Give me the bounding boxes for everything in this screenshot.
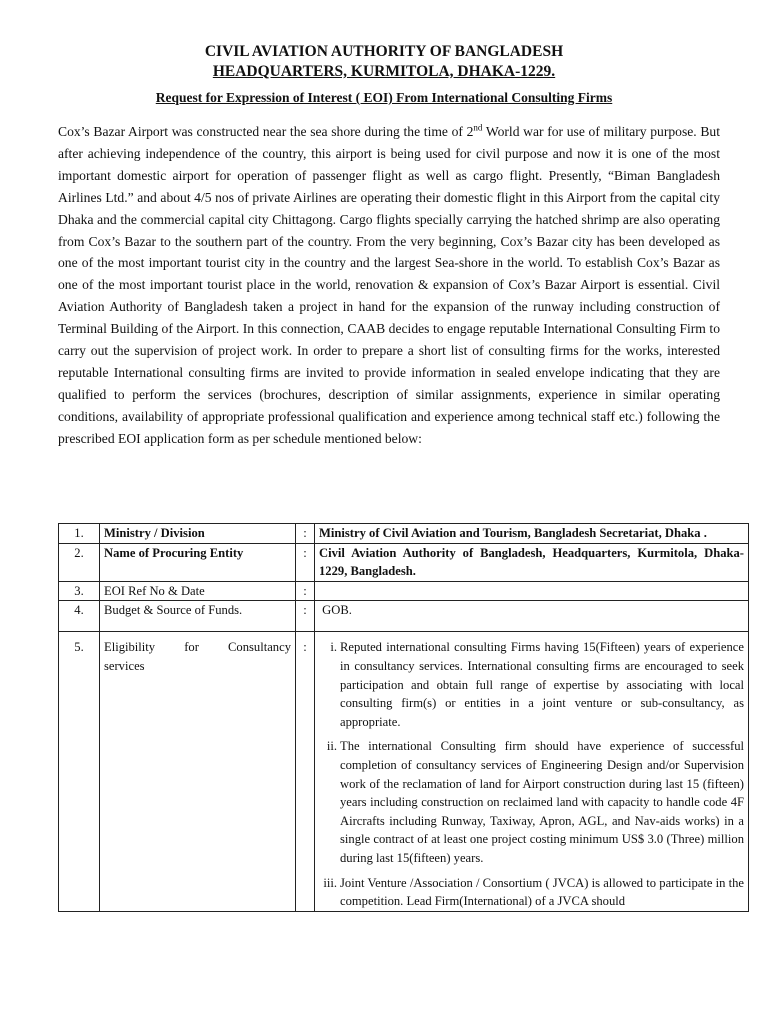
row-colon: : — [296, 632, 315, 911]
row-label: Name of Procuring Entity — [100, 543, 296, 581]
row-label-eligibility — [100, 632, 296, 911]
eligibility-criteria — [315, 632, 749, 911]
authority-title: CIVIL AVIATION AUTHORITY OF BANGLADESH — [204, 43, 564, 60]
eligibility-list — [319, 638, 744, 910]
authority-address-text: HEADQUARTERS, KURMITOLA, DHAKA-1229. — [212, 63, 556, 80]
eoi-schedule-table — [58, 523, 749, 912]
intro-paragraph — [58, 121, 720, 450]
list-item — [319, 737, 744, 867]
table-row — [59, 632, 749, 911]
row-colon: : — [296, 543, 315, 581]
table-row — [59, 581, 749, 601]
row-value — [315, 581, 749, 601]
row-number: 3. — [59, 581, 100, 601]
list-item-text: Reputed international consulting Firms having 15(Fifteen) years of experience in consultancy services. International consulting firms are encouraged to seek participation and obtain full range of expertise by associating with local consulting firm(s) or entities in a joint venture or sub-consultancy, as appropriate. — [340, 640, 744, 729]
row-number: 5. — [59, 632, 100, 911]
row-value: Civil Aviation Authority of Bangladesh, Headquarters, Kurmitola, Dhaka-1229, Bangladesh. — [315, 543, 749, 581]
row-colon: : — [296, 581, 315, 601]
intro-superscript: nd — [473, 122, 483, 133]
list-item-text: Joint Venture /Association / Consortium ( JVCA) is allowed to participate in the competition. Lead Firm(International) of a JVCA should — [340, 875, 744, 909]
list-item — [319, 874, 744, 911]
eoi-subtitle-text: Request for Expression of Interest ( EOI) From International Consulting Firms — [155, 90, 613, 105]
table-row — [59, 524, 749, 544]
intro-part1: Cox’s Bazar Airport was constructed near the sea shore during the time of 2 — [58, 124, 474, 139]
table-row — [59, 543, 749, 581]
eligibility-label-line2: services — [104, 658, 145, 673]
row-number: 1. — [59, 524, 100, 544]
list-item — [319, 638, 744, 731]
row-value: GOB. — [315, 601, 749, 632]
row-value: Ministry of Civil Aviation and Tourism, Bangladesh Secretariat, Dhaka . — [315, 524, 749, 544]
eligibility-label-line1: Eligibility for Consultancy — [104, 640, 291, 655]
list-item-number: iii. — [323, 875, 337, 890]
row-number: 2. — [59, 543, 100, 581]
intro-part2: World war for use of military purpose. But after achieving independence of the country, this airport is being used for civil purpose and now it is one of the most important domestic airport for operation of passenger flight as well as cargo flight. Presently, “Biman Bangladesh Airlines Ltd.” and about 4/5 nos of private Airlines are operating their domestic flight in this Airport from the capital city Dhaka and the commercial capital city Chittagong. Cargo flights specially carrying the hatched shrimp are also operating from Cox’s Bazar to the southern part of the country. From the very beginning, Cox’s Bazar city has been developed as one of the most important tourist city in the country and the largest Sea-shore in the world. To establish Cox’s Bazar as one of the most important tourist place in the world, renovation & expansion of Cox’s Bazar Airport is essential. Civil Aviation Authority of Bangladesh taken a project in hand for the expansion of the runway including construction of Terminal Building of the Airport. In this connection, CAAB decides to engage reputable International Consulting Firm to carry out the supervision of project work. In order to prepare a short list of consulting firms for the works, interested reputable International consulting firms are invited to provide information in sealed envelope indicating that they are qualified to perform the services (brochures, description of similar assignments, experience in similar operating conditions, availability of appropriate professional qualification and experience among technical staff etc.) following the prescribed EOI application form as per schedule mentioned below: — [58, 124, 720, 446]
row-label: EOI Ref No & Date — [100, 581, 296, 601]
row-number: 4. — [59, 601, 100, 632]
row-colon: : — [296, 524, 315, 544]
authority-address — [0, 62, 768, 82]
eoi-subtitle — [0, 89, 768, 107]
row-colon: : — [296, 601, 315, 632]
list-item-number: i. — [330, 640, 337, 655]
table-row — [59, 601, 749, 632]
row-label: Ministry / Division — [100, 524, 296, 544]
list-item-text: The international Consulting firm should have experience of successful completion of consultancy services of Engineering Design and/or Supervision work of the reclamation of land for Airport construction during last 15 (fifteen) years including construction on reclaimed land with capacity to handle code 4F Aircrafts including Runway, Taxiway, Apron, AGL, and Nav-aids works) in a single contract of at least one project costing minimum US$ 3.0 (Three) million during last 15(fifteen) years. — [340, 739, 744, 865]
row-label: Budget & Source of Funds. — [100, 601, 296, 632]
list-item-number: ii. — [326, 739, 337, 754]
